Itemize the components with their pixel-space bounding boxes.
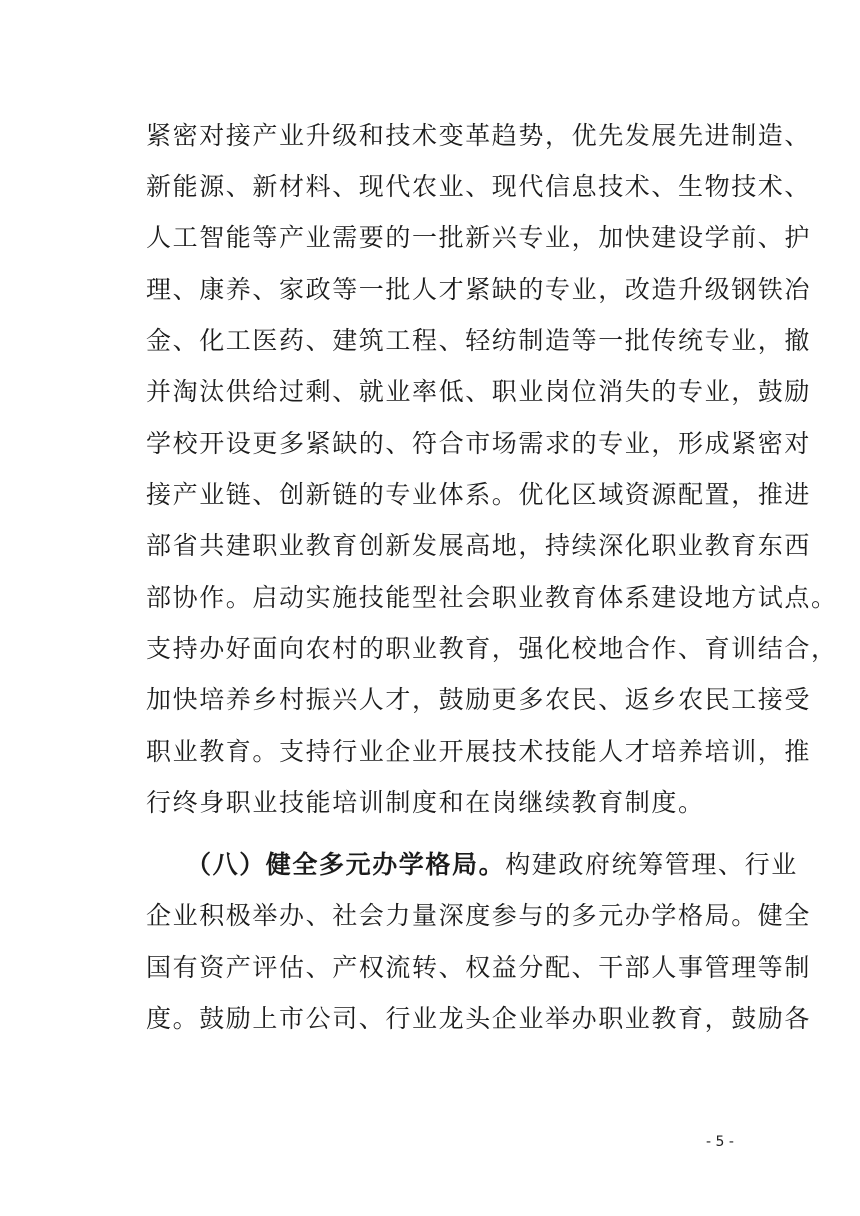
paragraph-line: 金、化工医药、建筑工程、轻纺制造等一批传统专业，撤 — [146, 326, 812, 355]
paragraph-line: 职业教育。支持行业企业开展技术技能人才培养培训，推 — [146, 737, 812, 766]
paragraph-line: 国有资产评估、产权流转、权益分配、干部人事管理等制 — [146, 953, 812, 982]
paragraph-line: 加快培养乡村振兴人才，鼓励更多农民、返乡农民工接受 — [146, 685, 812, 714]
page-number: - 5 - — [706, 1134, 734, 1150]
paragraph-line: 新能源、新材料、现代农业、现代信息技术、生物技术、 — [146, 172, 812, 201]
paragraph-line: 人工智能等产业需要的一批新兴专业，加快建设学前、护 — [146, 223, 812, 252]
paragraph-line: 学校开设更多紧缺的、符合市场需求的专业，形成紧密对 — [146, 429, 812, 458]
section-text: 构建政府统筹管理、行业 — [505, 850, 798, 879]
paragraph-line: 理、康养、家政等一批人才紧缺的专业，改造升级钢铁冶 — [146, 275, 812, 304]
section-heading: （八）健全多元办学格局。 — [186, 850, 506, 879]
paragraph-line: 行终身职业技能培训制度和在岗继续教育制度。 — [146, 788, 705, 817]
paragraph-line: 企业积极举办、社会力量深度参与的多元办学格局。健全 — [146, 901, 812, 930]
section-first-line — [186, 845, 798, 885]
paragraph-line: 度。鼓励上市公司、行业龙头企业举办职业教育，鼓励各 — [146, 1004, 812, 1033]
paragraph-line: 并淘汰供给过剩、就业率低、职业岗位消失的专业，鼓励 — [146, 377, 812, 406]
paragraph-line: 部省共建职业教育创新发展高地，持续深化职业教育东西 — [146, 531, 812, 560]
paragraph-line: 部协作。启动实施技能型社会职业教育体系建设地方试点。 — [146, 583, 838, 612]
paragraph-line: 紧密对接产业升级和技术变革趋势，优先发展先进制造、 — [146, 121, 812, 150]
paragraph-line: 支持办好面向农村的职业教育，强化校地合作、育训结合， — [146, 634, 838, 663]
paragraph-line: 接产业链、创新链的专业体系。优化区域资源配置，推进 — [146, 480, 812, 509]
